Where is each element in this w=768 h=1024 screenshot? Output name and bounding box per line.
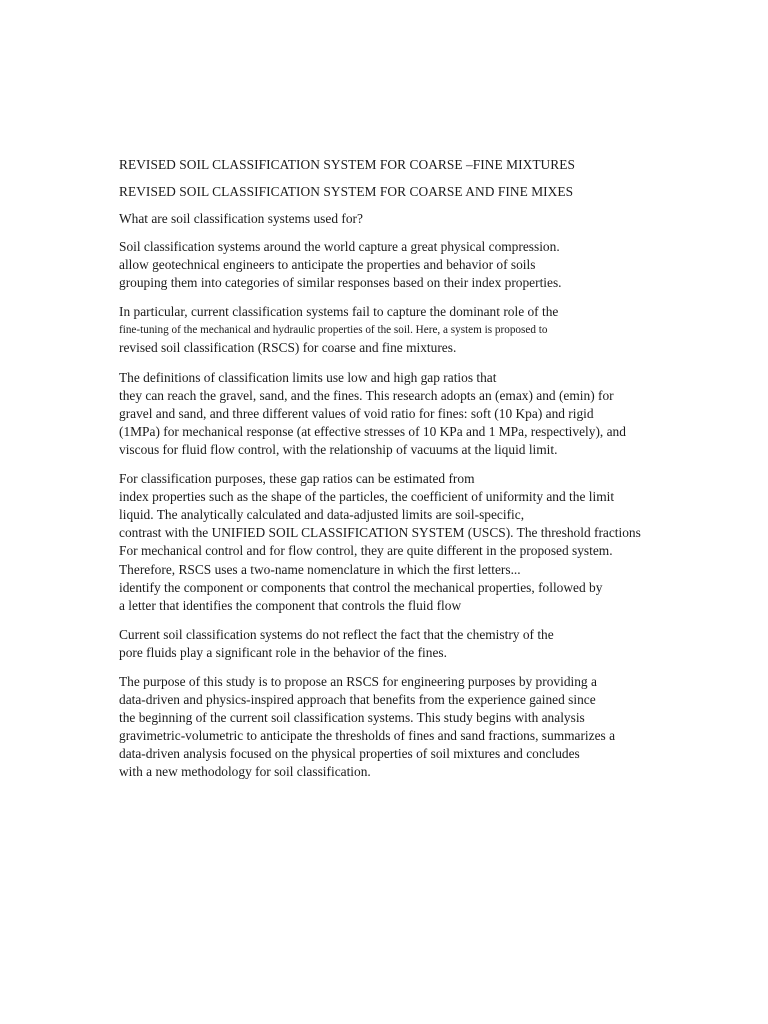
section-question: What are soil classification systems used for?	[119, 211, 363, 226]
text-line: index properties such as the shape of the particles, the coefficient of uniformity and the limit	[119, 489, 615, 505]
text-line: the beginning of the current soil classification systems. This study begins with analysis	[119, 710, 585, 726]
text-line: The purpose of this study is to propose an RSCS for engineering purposes by providing a	[119, 673, 597, 689]
text-line: Current soil classification systems do not reflect the fact that the chemistry of the	[119, 626, 554, 642]
paragraph-5	[119, 626, 739, 662]
text-line: revised soil classification (RSCS) for coarse and fine mixtures.	[119, 340, 457, 356]
text-line: allow geotechnical engineers to anticipate the properties and behavior of soils	[119, 257, 536, 273]
text-line: In particular, current classification systems fail to capture the dominant role of the	[119, 304, 559, 320]
text-line: contrast with the UNIFIED SOIL CLASSIFICATION SYSTEM (USCS). The threshold fractions	[119, 525, 641, 541]
text-line: a letter that identifies the component that controls the fluid flow	[119, 597, 462, 613]
paragraph-6	[119, 673, 739, 782]
text-line: grouping them into categories of similar responses based on their index properties.	[119, 275, 562, 291]
text-line: Therefore, RSCS uses a two-name nomenclature in which the first letters...	[119, 561, 521, 577]
text-line: pore fluids play a significant role in the behavior of the fines.	[119, 644, 447, 660]
text-line: data-driven and physics-inspired approach that benefits from the experience gained since	[119, 692, 596, 708]
text-line: gravimetric-volumetric to anticipate the thresholds of fines and sand fractions, summarizes a	[119, 728, 616, 744]
text-line: gravel and sand, and three different values of void ratio for fines: soft (10 Kpa) and rigid	[119, 405, 594, 421]
document-title: REVISED SOIL CLASSIFICATION SYSTEM FOR COARSE –FINE MIXTURES	[119, 157, 575, 172]
text-line: fine-tuning of the mechanical and hydraulic properties of the soil. Here, a system is proposed to	[119, 324, 548, 337]
paragraph-3	[119, 369, 739, 459]
paragraph-4	[119, 470, 739, 615]
text-line: (1MPa) for mechanical response (at effective stresses of 10 KPa and 1 MPa, respectively), and	[119, 423, 626, 439]
document-page	[119, 156, 739, 793]
document-subtitle: REVISED SOIL CLASSIFICATION SYSTEM FOR COARSE AND FINE MIXES	[119, 184, 574, 199]
paragraph-1	[119, 238, 739, 292]
text-line: data-driven analysis focused on the physical properties of soil mixtures and concludes	[119, 746, 580, 762]
text-line: The definitions of classification limits use low and high gap ratios that	[119, 369, 497, 385]
text-line: they can reach the gravel, sand, and the fines. This research adopts an (emax) and (emin) for	[119, 387, 614, 403]
text-line: Soil classification systems around the world capture a great physical compression.	[119, 239, 560, 254]
text-line: with a new methodology for soil classification.	[119, 764, 371, 780]
text-line: viscous for fluid flow control, with the relationship of vacuums at the liquid limit.	[119, 441, 558, 457]
text-line: identify the component or components that control the mechanical properties, followed by	[119, 579, 603, 595]
text-line: For classification purposes, these gap ratios can be estimated from	[119, 471, 475, 487]
text-line: liquid. The analytically calculated and data-adjusted limits are soil-specific,	[119, 507, 525, 523]
paragraph-2	[119, 303, 739, 357]
text-line: For mechanical control and for flow control, they are quite different in the proposed system.	[119, 543, 613, 559]
